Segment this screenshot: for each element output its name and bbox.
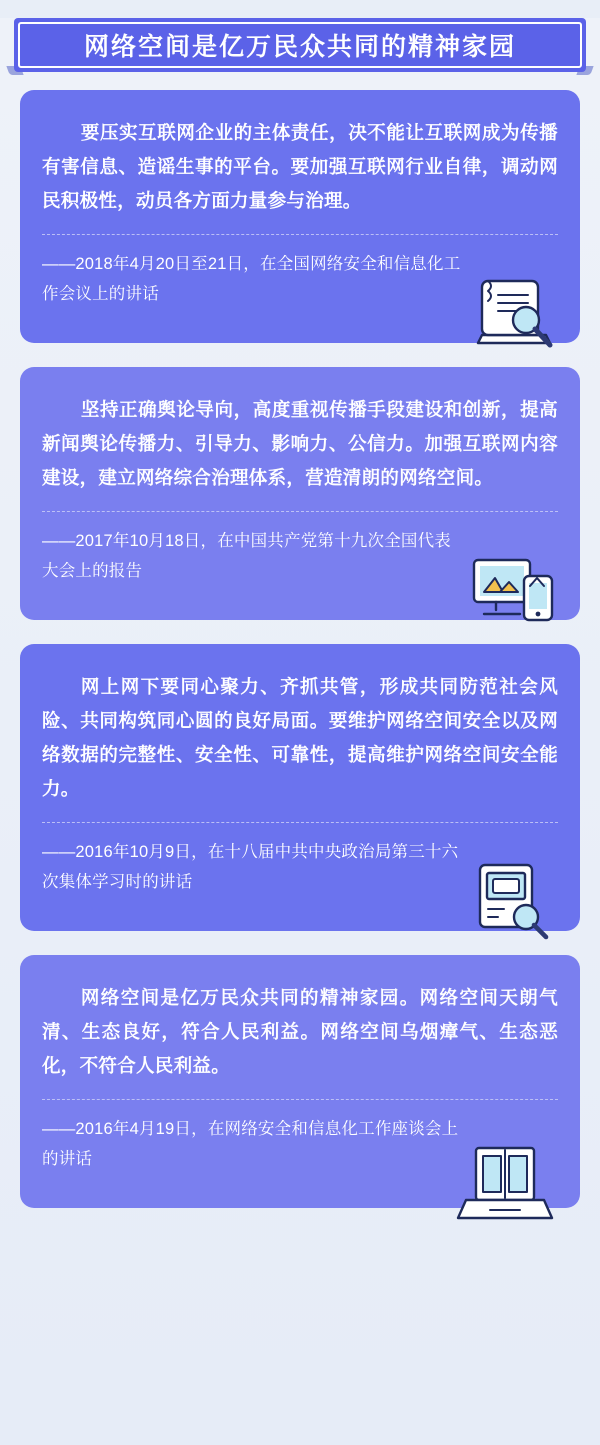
quote-text: 要压实互联网企业的主体责任，决不能让互联网成为传播有害信息、造谣生事的平台。要加强互联网行业自律，调动网民积极性，动员各方面力量参与治理。 [42,122,558,211]
card-divider [42,234,558,235]
card-divider [42,511,558,512]
quote-source: ——2016年10月9日，在十八届中共中央政治局第三十六次集体学习时的讲话 [42,843,459,891]
quote-card [20,90,580,343]
quote-card [20,367,580,620]
quote-text: 网上网下要同心聚力、齐抓共管，形成共同防范社会风险、共同构筑同心圆的良好局面。要维护网络空间安全以及网络数据的完整性、安全性、可靠性，提高维护网络空间安全能力。 [42,676,558,799]
card-divider [42,822,558,823]
header-frame [18,22,582,68]
quote-source: ——2017年10月18日，在中国共产党第十九次全国代表大会上的报告 [42,532,452,580]
quote-text: 坚持正确舆论导向，高度重视传播手段建设和创新，提高新闻舆论传播力、引导力、影响力、公信力。加强互联网内容建设，建立网络综合治理体系，营造清朗的网络空间。 [42,399,558,488]
quote-text: 网络空间是亿万民众共同的精神家园。网络空间天朗气清、生态良好，符合人民利益。网络空间乌烟瘴气、生态恶化，不符合人民利益。 [42,987,558,1076]
card-divider [42,1099,558,1100]
header-bar [14,18,586,72]
quote-source: ——2016年4月19日，在网络安全和信息化工作座谈会上的讲话 [42,1120,459,1168]
quote-card [20,644,580,931]
laptop-book-icon [450,1138,562,1234]
document-magnifier-icon [462,265,566,357]
quote-source: ——2018年4月20日至21日，在全国网络安全和信息化工作会议上的讲话 [42,255,461,303]
page-title: 网络空间是亿万民众共同的精神家园 [83,33,516,61]
computer-search-icon [462,853,566,945]
monitor-phone-icon [462,542,566,634]
quote-card-list [0,90,600,1208]
quote-card [20,955,580,1208]
page-header [14,18,586,76]
